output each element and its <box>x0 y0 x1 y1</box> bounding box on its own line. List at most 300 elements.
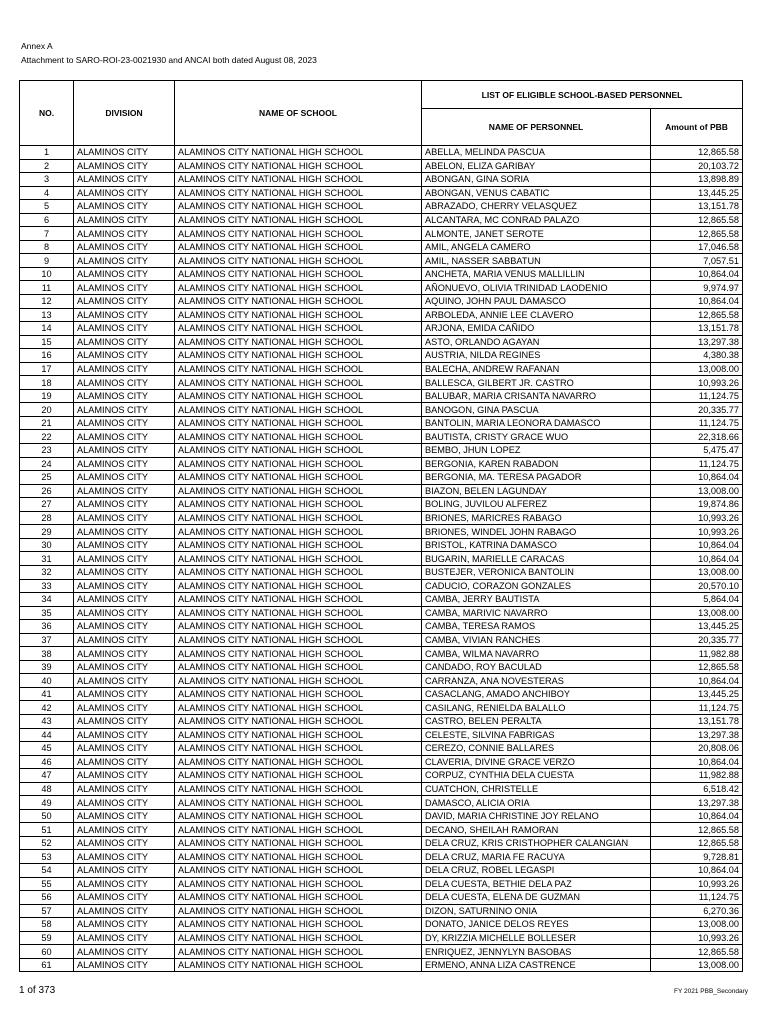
cell-no: 22 <box>20 430 74 444</box>
cell-no: 36 <box>20 620 74 634</box>
table-row <box>20 267 743 281</box>
cell-personnel-name: ARBOLEDA, ANNIE LEE CLAVERO <box>422 308 651 322</box>
cell-no: 54 <box>20 863 74 877</box>
cell-no: 40 <box>20 674 74 688</box>
cell-personnel-name: ABELON, ELIZA GARIBAY <box>422 159 651 173</box>
attachment-line: Attachment to SARO-ROI-23-0021930 and ANCAI both dated August 08, 2023 <box>21 55 317 65</box>
cell-amount: 12,865.58 <box>651 945 743 959</box>
cell-school: ALAMINOS CITY NATIONAL HIGH SCHOOL <box>175 579 422 593</box>
cell-no: 16 <box>20 349 74 363</box>
cell-no: 34 <box>20 593 74 607</box>
cell-school: ALAMINOS CITY NATIONAL HIGH SCHOOL <box>175 511 422 525</box>
cell-no: 48 <box>20 782 74 796</box>
cell-division: ALAMINOS CITY <box>74 322 175 336</box>
cell-division: ALAMINOS CITY <box>74 620 175 634</box>
cell-school: ALAMINOS CITY NATIONAL HIGH SCHOOL <box>175 159 422 173</box>
cell-personnel-name: ABONGAN, GINA SORIA <box>422 173 651 187</box>
cell-school: ALAMINOS CITY NATIONAL HIGH SCHOOL <box>175 281 422 295</box>
cell-no: 53 <box>20 850 74 864</box>
cell-no: 26 <box>20 484 74 498</box>
cell-school: ALAMINOS CITY NATIONAL HIGH SCHOOL <box>175 457 422 471</box>
cell-no: 23 <box>20 444 74 458</box>
cell-division: ALAMINOS CITY <box>74 755 175 769</box>
cell-amount: 6,518.42 <box>651 782 743 796</box>
cell-amount: 12,865.58 <box>651 836 743 850</box>
cell-division: ALAMINOS CITY <box>74 823 175 837</box>
cell-no: 8 <box>20 240 74 254</box>
cell-personnel-name: DELA CRUZ, MARIA FE RACUYA <box>422 850 651 864</box>
cell-personnel-name: CUATCHON, CHRISTELLE <box>422 782 651 796</box>
cell-no: 19 <box>20 389 74 403</box>
cell-school: ALAMINOS CITY NATIONAL HIGH SCHOOL <box>175 362 422 376</box>
cell-no: 17 <box>20 362 74 376</box>
cell-division: ALAMINOS CITY <box>74 213 175 227</box>
cell-no: 25 <box>20 471 74 485</box>
cell-school: ALAMINOS CITY NATIONAL HIGH SCHOOL <box>175 484 422 498</box>
cell-personnel-name: CASACLANG, AMADO ANCHIBOY <box>422 687 651 701</box>
table-row <box>20 362 743 376</box>
group-header-eligible-personnel: LIST OF ELIGIBLE SCHOOL-BASED PERSONNEL <box>422 81 743 109</box>
cell-amount: 6,270.36 <box>651 904 743 918</box>
cell-amount: 4,380.38 <box>651 349 743 363</box>
cell-school: ALAMINOS CITY NATIONAL HIGH SCHOOL <box>175 498 422 512</box>
cell-amount: 20,335.77 <box>651 633 743 647</box>
table-row <box>20 891 743 905</box>
cell-amount: 10,864.04 <box>651 863 743 877</box>
cell-school: ALAMINOS CITY NATIONAL HIGH SCHOOL <box>175 714 422 728</box>
cell-school: ALAMINOS CITY NATIONAL HIGH SCHOOL <box>175 565 422 579</box>
cell-division: ALAMINOS CITY <box>74 863 175 877</box>
page-number: 1 of 373 <box>19 985 56 996</box>
cell-personnel-name: ENRIQUEZ, JENNYLYN BASOBAS <box>422 945 651 959</box>
cell-school: ALAMINOS CITY NATIONAL HIGH SCHOOL <box>175 877 422 891</box>
cell-amount: 10,993.26 <box>651 931 743 945</box>
cell-personnel-name: DONATO, JANICE DELOS REYES <box>422 918 651 932</box>
cell-personnel-name: CASTRO, BELEN PERALTA <box>422 714 651 728</box>
cell-division: ALAMINOS CITY <box>74 850 175 864</box>
table-row <box>20 796 743 810</box>
table-row <box>20 836 743 850</box>
table-row <box>20 674 743 688</box>
cell-personnel-name: CAMBA, WILMA NAVARRO <box>422 647 651 661</box>
cell-personnel-name: ABRAZADO, CHERRY VELASQUEZ <box>422 200 651 214</box>
cell-amount: 13,445.25 <box>651 687 743 701</box>
cell-personnel-name: DELA CRUZ, ROBEL LEGASPI <box>422 863 651 877</box>
cell-amount: 13,151.78 <box>651 322 743 336</box>
cell-amount: 10,864.04 <box>651 755 743 769</box>
cell-school: ALAMINOS CITY NATIONAL HIGH SCHOOL <box>175 403 422 417</box>
col-header-no: NO. <box>20 81 74 146</box>
cell-no: 37 <box>20 633 74 647</box>
cell-personnel-name: DELA CRUZ, KRIS CRISTHOPHER CALANGIAN <box>422 836 651 850</box>
table-row <box>20 606 743 620</box>
table-row <box>20 484 743 498</box>
cell-division: ALAMINOS CITY <box>74 701 175 715</box>
table-row <box>20 213 743 227</box>
cell-amount: 12,865.58 <box>651 213 743 227</box>
cell-amount: 11,124.75 <box>651 891 743 905</box>
table-row <box>20 809 743 823</box>
cell-amount: 10,993.26 <box>651 877 743 891</box>
cell-division: ALAMINOS CITY <box>74 416 175 430</box>
cell-division: ALAMINOS CITY <box>74 552 175 566</box>
cell-school: ALAMINOS CITY NATIONAL HIGH SCHOOL <box>175 891 422 905</box>
cell-no: 3 <box>20 173 74 187</box>
cell-amount: 11,124.75 <box>651 701 743 715</box>
cell-school: ALAMINOS CITY NATIONAL HIGH SCHOOL <box>175 186 422 200</box>
cell-personnel-name: BUGARIN, MARIELLE CARACAS <box>422 552 651 566</box>
table-row <box>20 823 743 837</box>
cell-division: ALAMINOS CITY <box>74 335 175 349</box>
table-row <box>20 945 743 959</box>
cell-division: ALAMINOS CITY <box>74 525 175 539</box>
table-row <box>20 904 743 918</box>
document-label: FY 2021 PBB_Secondary <box>674 988 748 995</box>
cell-school: ALAMINOS CITY NATIONAL HIGH SCHOOL <box>175 227 422 241</box>
table-row <box>20 850 743 864</box>
cell-division: ALAMINOS CITY <box>74 511 175 525</box>
cell-amount: 13,008.00 <box>651 606 743 620</box>
cell-division: ALAMINOS CITY <box>74 633 175 647</box>
table-row <box>20 782 743 796</box>
cell-personnel-name: CAMBA, MARIVIC NAVARRO <box>422 606 651 620</box>
cell-amount: 11,982.88 <box>651 647 743 661</box>
cell-amount: 10,864.04 <box>651 295 743 309</box>
table-row <box>20 227 743 241</box>
cell-no: 39 <box>20 660 74 674</box>
cell-school: ALAMINOS CITY NATIONAL HIGH SCHOOL <box>175 674 422 688</box>
cell-personnel-name: ABELLA, MELINDA PASCUA <box>422 146 651 160</box>
cell-personnel-name: CAMBA, VIVIAN RANCHES <box>422 633 651 647</box>
cell-school: ALAMINOS CITY NATIONAL HIGH SCHOOL <box>175 918 422 932</box>
cell-division: ALAMINOS CITY <box>74 444 175 458</box>
cell-personnel-name: ABONGAN, VENUS CABATIC <box>422 186 651 200</box>
cell-personnel-name: AMIL, ANGELA CAMERO <box>422 240 651 254</box>
cell-no: 9 <box>20 254 74 268</box>
cell-personnel-name: AUSTRIA, NILDA REGINES <box>422 349 651 363</box>
cell-personnel-name: BALECHA, ANDREW RAFANAN <box>422 362 651 376</box>
cell-division: ALAMINOS CITY <box>74 674 175 688</box>
cell-personnel-name: CAMBA, TERESA RAMOS <box>422 620 651 634</box>
cell-no: 35 <box>20 606 74 620</box>
cell-amount: 10,864.04 <box>651 552 743 566</box>
table-row <box>20 389 743 403</box>
cell-amount: 5,864.04 <box>651 593 743 607</box>
cell-division: ALAMINOS CITY <box>74 593 175 607</box>
cell-no: 43 <box>20 714 74 728</box>
cell-no: 28 <box>20 511 74 525</box>
cell-personnel-name: BERGONIA, MA. TERESA PAGADOR <box>422 471 651 485</box>
cell-amount: 10,993.26 <box>651 376 743 390</box>
cell-school: ALAMINOS CITY NATIONAL HIGH SCHOOL <box>175 755 422 769</box>
cell-division: ALAMINOS CITY <box>74 227 175 241</box>
cell-amount: 13,008.00 <box>651 918 743 932</box>
table-row <box>20 958 743 972</box>
table-row <box>20 742 743 756</box>
table-row <box>20 186 743 200</box>
cell-no: 56 <box>20 891 74 905</box>
cell-personnel-name: AQUINO, JOHN PAUL DAMASCO <box>422 295 651 309</box>
cell-no: 44 <box>20 728 74 742</box>
cell-no: 10 <box>20 267 74 281</box>
table-row <box>20 714 743 728</box>
cell-no: 24 <box>20 457 74 471</box>
cell-amount: 12,865.58 <box>651 308 743 322</box>
cell-no: 38 <box>20 647 74 661</box>
cell-school: ALAMINOS CITY NATIONAL HIGH SCHOOL <box>175 863 422 877</box>
cell-school: ALAMINOS CITY NATIONAL HIGH SCHOOL <box>175 742 422 756</box>
cell-division: ALAMINOS CITY <box>74 606 175 620</box>
cell-division: ALAMINOS CITY <box>74 295 175 309</box>
cell-no: 7 <box>20 227 74 241</box>
cell-amount: 20,570.10 <box>651 579 743 593</box>
cell-school: ALAMINOS CITY NATIONAL HIGH SCHOOL <box>175 146 422 160</box>
cell-personnel-name: BERGONIA, KAREN RABADON <box>422 457 651 471</box>
cell-amount: 13,151.78 <box>651 200 743 214</box>
cell-division: ALAMINOS CITY <box>74 362 175 376</box>
table-row <box>20 552 743 566</box>
table-row <box>20 755 743 769</box>
cell-amount: 20,103.72 <box>651 159 743 173</box>
cell-school: ALAMINOS CITY NATIONAL HIGH SCHOOL <box>175 850 422 864</box>
cell-amount: 11,124.75 <box>651 457 743 471</box>
cell-division: ALAMINOS CITY <box>74 687 175 701</box>
cell-school: ALAMINOS CITY NATIONAL HIGH SCHOOL <box>175 173 422 187</box>
cell-personnel-name: CORPUZ, CYNTHIA DELA CUESTA <box>422 769 651 783</box>
cell-school: ALAMINOS CITY NATIONAL HIGH SCHOOL <box>175 525 422 539</box>
cell-amount: 11,124.75 <box>651 416 743 430</box>
cell-division: ALAMINOS CITY <box>74 200 175 214</box>
cell-amount: 13,008.00 <box>651 565 743 579</box>
cell-no: 20 <box>20 403 74 417</box>
table-row <box>20 376 743 390</box>
cell-amount: 20,335.77 <box>651 403 743 417</box>
table-row <box>20 647 743 661</box>
cell-school: ALAMINOS CITY NATIONAL HIGH SCHOOL <box>175 430 422 444</box>
table-row <box>20 863 743 877</box>
cell-no: 30 <box>20 538 74 552</box>
cell-school: ALAMINOS CITY NATIONAL HIGH SCHOOL <box>175 633 422 647</box>
cell-no: 61 <box>20 958 74 972</box>
cell-no: 31 <box>20 552 74 566</box>
cell-division: ALAMINOS CITY <box>74 728 175 742</box>
cell-amount: 11,982.88 <box>651 769 743 783</box>
table-row <box>20 728 743 742</box>
cell-division: ALAMINOS CITY <box>74 945 175 959</box>
table-row <box>20 240 743 254</box>
cell-personnel-name: DELA CUESTA, ELENA DE GUZMAN <box>422 891 651 905</box>
table-row <box>20 498 743 512</box>
cell-no: 5 <box>20 200 74 214</box>
cell-school: ALAMINOS CITY NATIONAL HIGH SCHOOL <box>175 267 422 281</box>
cell-no: 12 <box>20 295 74 309</box>
cell-school: ALAMINOS CITY NATIONAL HIGH SCHOOL <box>175 660 422 674</box>
annex-label: Annex A <box>21 41 53 51</box>
table-row <box>20 457 743 471</box>
cell-division: ALAMINOS CITY <box>74 647 175 661</box>
cell-school: ALAMINOS CITY NATIONAL HIGH SCHOOL <box>175 389 422 403</box>
cell-personnel-name: ALCANTARA, MC CONRAD PALAZO <box>422 213 651 227</box>
cell-division: ALAMINOS CITY <box>74 173 175 187</box>
table-row <box>20 511 743 525</box>
cell-personnel-name: AÑONUEVO, OLIVIA TRINIDAD LAODENIO <box>422 281 651 295</box>
cell-amount: 20,808.06 <box>651 742 743 756</box>
table-row <box>20 335 743 349</box>
cell-personnel-name: BAUTISTA, CRISTY GRACE WUO <box>422 430 651 444</box>
cell-division: ALAMINOS CITY <box>74 498 175 512</box>
table-row <box>20 701 743 715</box>
table-row <box>20 579 743 593</box>
cell-division: ALAMINOS CITY <box>74 714 175 728</box>
table-row <box>20 593 743 607</box>
cell-personnel-name: CELESTE, SILVINA FABRIGAS <box>422 728 651 742</box>
cell-division: ALAMINOS CITY <box>74 159 175 173</box>
cell-school: ALAMINOS CITY NATIONAL HIGH SCHOOL <box>175 687 422 701</box>
cell-no: 51 <box>20 823 74 837</box>
cell-school: ALAMINOS CITY NATIONAL HIGH SCHOOL <box>175 552 422 566</box>
table-row <box>20 200 743 214</box>
cell-personnel-name: CEREZO, CONNIE BALLARES <box>422 742 651 756</box>
cell-no: 60 <box>20 945 74 959</box>
cell-division: ALAMINOS CITY <box>74 836 175 850</box>
cell-division: ALAMINOS CITY <box>74 254 175 268</box>
cell-amount: 13,297.38 <box>651 335 743 349</box>
cell-personnel-name: DIZON, SATURNINO ONIA <box>422 904 651 918</box>
cell-personnel-name: BOLING, JUVILOU ALFEREZ <box>422 498 651 512</box>
cell-no: 4 <box>20 186 74 200</box>
cell-school: ALAMINOS CITY NATIONAL HIGH SCHOOL <box>175 728 422 742</box>
cell-no: 55 <box>20 877 74 891</box>
cell-personnel-name: ERMENO, ANNA LIZA CASTRENCE <box>422 958 651 972</box>
cell-division: ALAMINOS CITY <box>74 782 175 796</box>
cell-school: ALAMINOS CITY NATIONAL HIGH SCHOOL <box>175 538 422 552</box>
cell-no: 2 <box>20 159 74 173</box>
cell-no: 41 <box>20 687 74 701</box>
cell-amount: 17,046.58 <box>651 240 743 254</box>
cell-school: ALAMINOS CITY NATIONAL HIGH SCHOOL <box>175 213 422 227</box>
cell-school: ALAMINOS CITY NATIONAL HIGH SCHOOL <box>175 647 422 661</box>
cell-school: ALAMINOS CITY NATIONAL HIGH SCHOOL <box>175 958 422 972</box>
cell-amount: 9,728.81 <box>651 850 743 864</box>
cell-personnel-name: ALMONTE, JANET SEROTE <box>422 227 651 241</box>
cell-division: ALAMINOS CITY <box>74 403 175 417</box>
cell-division: ALAMINOS CITY <box>74 918 175 932</box>
cell-personnel-name: BRIONES, WINDEL JOHN RABAGO <box>422 525 651 539</box>
cell-amount: 10,864.04 <box>651 674 743 688</box>
table-row <box>20 633 743 647</box>
cell-personnel-name: BALUBAR, MARIA CRISANTA NAVARRO <box>422 389 651 403</box>
cell-no: 58 <box>20 918 74 932</box>
cell-division: ALAMINOS CITY <box>74 389 175 403</box>
personnel-table <box>19 80 743 972</box>
table-row <box>20 295 743 309</box>
col-header-personnel: NAME OF PERSONNEL <box>422 109 651 146</box>
cell-school: ALAMINOS CITY NATIONAL HIGH SCHOOL <box>175 376 422 390</box>
cell-division: ALAMINOS CITY <box>74 308 175 322</box>
table-row <box>20 444 743 458</box>
cell-amount: 13,898.89 <box>651 173 743 187</box>
cell-division: ALAMINOS CITY <box>74 281 175 295</box>
cell-amount: 10,993.26 <box>651 525 743 539</box>
cell-school: ALAMINOS CITY NATIONAL HIGH SCHOOL <box>175 471 422 485</box>
cell-school: ALAMINOS CITY NATIONAL HIGH SCHOOL <box>175 931 422 945</box>
table-row <box>20 525 743 539</box>
cell-division: ALAMINOS CITY <box>74 430 175 444</box>
cell-division: ALAMINOS CITY <box>74 349 175 363</box>
cell-school: ALAMINOS CITY NATIONAL HIGH SCHOOL <box>175 796 422 810</box>
cell-no: 1 <box>20 146 74 160</box>
cell-division: ALAMINOS CITY <box>74 484 175 498</box>
cell-no: 49 <box>20 796 74 810</box>
cell-no: 32 <box>20 565 74 579</box>
cell-amount: 22,318.66 <box>651 430 743 444</box>
table-row <box>20 538 743 552</box>
cell-personnel-name: BANTOLIN, MARIA LEONORA DAMASCO <box>422 416 651 430</box>
cell-amount: 12,865.58 <box>651 823 743 837</box>
col-header-division: DIVISION <box>74 81 175 146</box>
cell-no: 11 <box>20 281 74 295</box>
cell-school: ALAMINOS CITY NATIONAL HIGH SCHOOL <box>175 769 422 783</box>
table-row <box>20 430 743 444</box>
cell-school: ALAMINOS CITY NATIONAL HIGH SCHOOL <box>175 809 422 823</box>
cell-no: 42 <box>20 701 74 715</box>
cell-personnel-name: CASILANG, RENIELDA BALALLO <box>422 701 651 715</box>
cell-personnel-name: CLAVERIA, DIVINE GRACE VERZO <box>422 755 651 769</box>
cell-personnel-name: CAMBA, JERRY BAUTISTA <box>422 593 651 607</box>
table-row <box>20 769 743 783</box>
cell-no: 13 <box>20 308 74 322</box>
cell-school: ALAMINOS CITY NATIONAL HIGH SCHOOL <box>175 836 422 850</box>
cell-amount: 13,151.78 <box>651 714 743 728</box>
cell-school: ALAMINOS CITY NATIONAL HIGH SCHOOL <box>175 904 422 918</box>
table-row <box>20 159 743 173</box>
cell-no: 14 <box>20 322 74 336</box>
cell-amount: 5,475.47 <box>651 444 743 458</box>
cell-personnel-name: CARRANZA, ANA NOVESTERAS <box>422 674 651 688</box>
table-row <box>20 281 743 295</box>
cell-no: 47 <box>20 769 74 783</box>
cell-division: ALAMINOS CITY <box>74 660 175 674</box>
table-row <box>20 918 743 932</box>
cell-no: 57 <box>20 904 74 918</box>
table-row <box>20 620 743 634</box>
col-header-school: NAME OF SCHOOL <box>175 81 422 146</box>
cell-no: 50 <box>20 809 74 823</box>
table-body <box>20 146 743 972</box>
cell-division: ALAMINOS CITY <box>74 958 175 972</box>
table-row <box>20 146 743 160</box>
cell-amount: 13,008.00 <box>651 362 743 376</box>
cell-amount: 12,865.58 <box>651 227 743 241</box>
cell-amount: 19,874.86 <box>651 498 743 512</box>
cell-amount: 13,445.25 <box>651 620 743 634</box>
cell-personnel-name: ARJONA, EMIDA CAÑIDO <box>422 322 651 336</box>
cell-personnel-name: ASTO, ORLANDO AGAYAN <box>422 335 651 349</box>
cell-personnel-name: BEMBO, JHUN LOPEZ <box>422 444 651 458</box>
cell-amount: 9,974.97 <box>651 281 743 295</box>
cell-division: ALAMINOS CITY <box>74 267 175 281</box>
cell-school: ALAMINOS CITY NATIONAL HIGH SCHOOL <box>175 322 422 336</box>
cell-school: ALAMINOS CITY NATIONAL HIGH SCHOOL <box>175 254 422 268</box>
cell-personnel-name: BALLESCA, GILBERT JR. CASTRO <box>422 376 651 390</box>
cell-school: ALAMINOS CITY NATIONAL HIGH SCHOOL <box>175 606 422 620</box>
cell-amount: 12,865.58 <box>651 146 743 160</box>
table-row <box>20 931 743 945</box>
cell-personnel-name: BANOGON, GINA PASCUA <box>422 403 651 417</box>
cell-division: ALAMINOS CITY <box>74 769 175 783</box>
cell-personnel-name: CADUCIO, CORAZON GONZALES <box>422 579 651 593</box>
cell-personnel-name: CANDADO, ROY BACULAD <box>422 660 651 674</box>
